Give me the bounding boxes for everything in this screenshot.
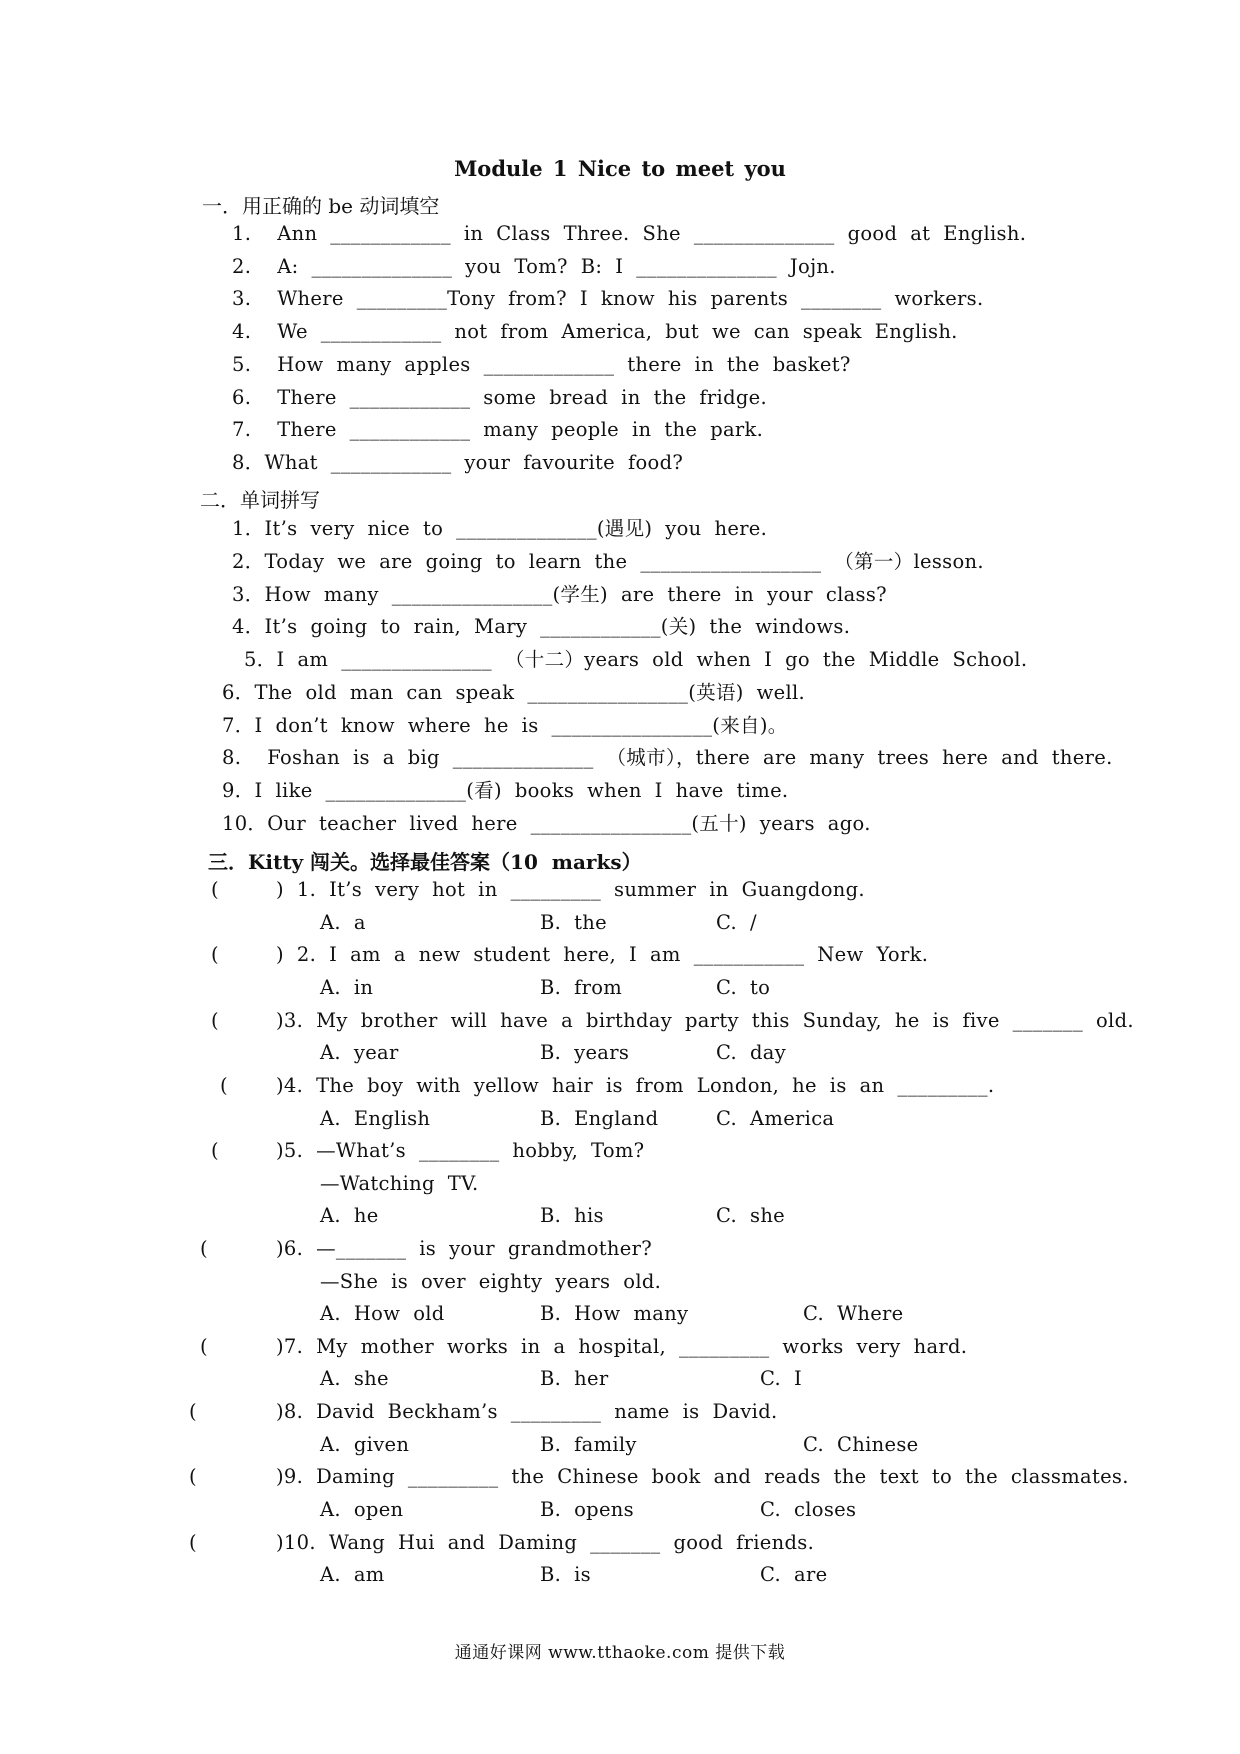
q7-option-a: A. she — [320, 1367, 389, 1390]
q9-paren: ( — [189, 1465, 197, 1488]
q10-option-c: C. are — [760, 1563, 828, 1586]
s1-item-4: 4. We ____________ not from America, but we can speak English. — [232, 320, 958, 343]
q10-stem: )10. Wang Hui and Daming _______ good friends. — [276, 1531, 815, 1554]
s1-item-6: 6. There ____________ some bread in the fridge. — [232, 386, 767, 409]
q6-option-b: B. How many — [540, 1302, 689, 1325]
q10-option-b: B. is — [540, 1563, 591, 1586]
q9-option-c: C. closes — [760, 1498, 857, 1521]
q1-paren: ( — [211, 878, 219, 901]
q1-stem: ) 1. It’s very hot in _________ summer in Guangdong. — [276, 878, 865, 901]
section-2-heading: 二．单词拼写 — [200, 488, 320, 512]
q1-option-b: B. the — [540, 911, 607, 934]
q6-paren: ( — [200, 1237, 208, 1260]
s2-item-1: 1．It’s very nice to ______________(遇见) you here. — [232, 517, 768, 540]
s1-item-1: 1. Ann ____________ in Class Three. She ______________ good at English. — [232, 222, 1027, 245]
q7-paren: ( — [200, 1335, 208, 1358]
q8-stem: )8. David Beckham’s _________ name is David. — [276, 1400, 778, 1423]
q6-line-2: —She is over eighty years old. — [320, 1270, 662, 1293]
section-1-heading: 一．用正确的 be 动词填空 — [202, 194, 440, 218]
q8-option-b: B. family — [540, 1433, 637, 1456]
s1-item-2: 2. A: ______________ you Tom? B: I ______________ Jojn. — [232, 255, 836, 278]
q1-option-a: A. a — [320, 911, 366, 934]
q3-option-b: B. years — [540, 1041, 630, 1064]
s1-item-5: 5. How many apples _____________ there in the basket? — [232, 353, 851, 376]
q8-option-a: A. given — [320, 1433, 410, 1456]
q4-stem: )4. The boy with yellow hair is from London, he is an _________. — [276, 1074, 995, 1097]
q9-stem: )9. Daming _________ the Chinese book and reads the text to the classmates. — [276, 1465, 1129, 1488]
q4-option-c: C. America — [716, 1107, 835, 1130]
q8-option-c: C. Chinese — [803, 1433, 919, 1456]
q3-stem: )3. My brother will have a birthday party this Sunday, he is five _______ old. — [276, 1009, 1134, 1032]
section-3-heading: 三．Kitty 闯关。选择最佳答案（10 marks） — [208, 850, 642, 874]
q10-option-a: A. am — [320, 1563, 385, 1586]
q5-stem: )5. —What’s ________ hobby, Tom? — [276, 1139, 645, 1162]
q5-option-b: B. his — [540, 1204, 604, 1227]
q5-line-2: —Watching TV. — [320, 1172, 479, 1195]
q2-stem: ) 2. I am a new student here, I am ___________ New York. — [276, 943, 929, 966]
s2-item-10: 10．Our teacher lived here ________________(五十) years ago. — [222, 812, 871, 835]
q2-paren: ( — [211, 943, 219, 966]
q4-option-b: B. England — [540, 1107, 659, 1130]
q8-paren: ( — [189, 1400, 197, 1423]
s1-item-8: 8．What ____________ your favourite food? — [232, 451, 684, 474]
s2-item-2: 2．Today we are going to learn the __________________ （第一）lesson. — [232, 550, 984, 573]
page-title: Module 1 Nice to meet you — [454, 156, 786, 181]
q7-option-b: B. her — [540, 1367, 609, 1390]
q9-option-b: B. opens — [540, 1498, 634, 1521]
q4-option-a: A. English — [320, 1107, 431, 1130]
s1-item-3: 3. Where _________Tony from? I know his parents ________ workers. — [232, 287, 984, 310]
q2-option-b: B. from — [540, 976, 623, 999]
q6-stem: )6. —_______ is your grandmother? — [276, 1237, 652, 1260]
q5-option-a: A. he — [320, 1204, 379, 1227]
s2-item-5: 5．I am _______________ （十二）years old when I go the Middle School. — [244, 648, 1028, 671]
q7-stem: )7. My mother works in a hospital, _________ works very hard. — [276, 1335, 968, 1358]
q3-option-a: A. year — [320, 1041, 399, 1064]
q6-option-a: A. How old — [320, 1302, 445, 1325]
q3-option-c: C. day — [716, 1041, 787, 1064]
q5-option-c: C. she — [716, 1204, 786, 1227]
q2-option-c: C. to — [716, 976, 771, 999]
s2-item-9: 9．I like ______________(看) books when I have time. — [222, 779, 789, 802]
q6-option-c: C. Where — [803, 1302, 904, 1325]
s2-item-7: 7．I don’t know where he is ________________(来自)。 — [222, 714, 788, 737]
s2-item-4: 4．It’s going to rain, Mary ____________(关) the windows. — [232, 615, 851, 638]
q3-paren: ( — [211, 1009, 219, 1032]
q2-option-a: A. in — [320, 976, 374, 999]
s2-item-8: 8. Foshan is a big ______________ （城市），there are many trees here and there. — [222, 746, 1113, 769]
q10-paren: ( — [189, 1531, 197, 1554]
s2-item-6: 6．The old man can speak ________________(英语) well. — [222, 681, 806, 704]
q1-option-c: C. / — [716, 911, 757, 934]
s1-item-7: 7. There ____________ many people in the park. — [232, 418, 764, 441]
q5-paren: ( — [211, 1139, 219, 1162]
footer-credit: 通通好课网 www.tthaoke.com 提供下载 — [454, 1643, 786, 1663]
s2-item-3: 3．How many ________________(学生) are there in your class? — [232, 583, 887, 606]
q9-option-a: A. open — [320, 1498, 404, 1521]
q7-option-c: C. I — [760, 1367, 803, 1390]
q4-paren: ( — [220, 1074, 228, 1097]
